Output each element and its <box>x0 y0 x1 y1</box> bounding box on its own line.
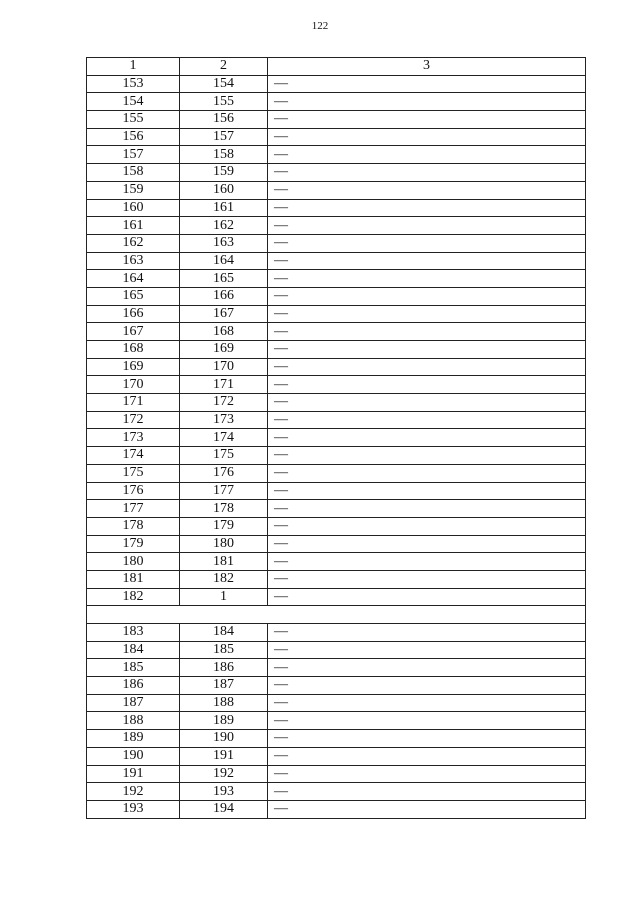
cell-col-3: — <box>268 199 586 217</box>
cell-col-2: 191 <box>180 747 268 765</box>
cell-col-1: 182 <box>87 588 180 606</box>
table-row <box>87 305 586 323</box>
cell-col-2: 166 <box>180 287 268 305</box>
cell-col-2: 164 <box>180 252 268 270</box>
cell-col-2: 154 <box>180 75 268 93</box>
table-header-row <box>87 58 586 76</box>
table-row <box>87 588 586 606</box>
table-row <box>87 730 586 748</box>
page-number: 122 <box>311 20 329 32</box>
cell-col-1: 175 <box>87 464 180 482</box>
cell-col-2: 190 <box>180 730 268 748</box>
table-row <box>87 677 586 695</box>
cell-col-2: 181 <box>180 553 268 571</box>
cell-col-3: — <box>268 694 586 712</box>
cell-col-1: 156 <box>87 128 180 146</box>
cell-col-3: — <box>268 447 586 465</box>
cell-col-2: 172 <box>180 394 268 412</box>
table-row <box>87 659 586 677</box>
cell-col-2: 187 <box>180 677 268 695</box>
table-row <box>87 394 586 412</box>
cell-col-3: — <box>268 747 586 765</box>
cell-col-3: — <box>268 659 586 677</box>
cell-col-2: 177 <box>180 482 268 500</box>
cell-col-1: 169 <box>87 358 180 376</box>
table-row <box>87 323 586 341</box>
cell-col-1: 171 <box>87 394 180 412</box>
cell-col-1: 165 <box>87 287 180 305</box>
column-header-3: 3 <box>268 58 586 76</box>
cell-col-2: 178 <box>180 500 268 518</box>
table-row <box>87 111 586 129</box>
cell-col-1: 163 <box>87 252 180 270</box>
table-row <box>87 641 586 659</box>
cell-col-2: 159 <box>180 164 268 182</box>
cell-col-2: 193 <box>180 783 268 801</box>
cell-col-1: 192 <box>87 783 180 801</box>
table-row <box>87 358 586 376</box>
column-header-2: 2 <box>180 58 268 76</box>
table-row <box>87 93 586 111</box>
table-row <box>87 464 586 482</box>
table-row <box>87 624 586 642</box>
table-row <box>87 75 586 93</box>
cell-col-1: 166 <box>87 305 180 323</box>
cell-col-2: 160 <box>180 181 268 199</box>
cell-col-1: 159 <box>87 181 180 199</box>
cell-col-1: 191 <box>87 765 180 783</box>
data-table <box>86 57 586 819</box>
cell-col-2: 163 <box>180 234 268 252</box>
cell-col-1: 177 <box>87 500 180 518</box>
cell-col-3: — <box>268 730 586 748</box>
table-row <box>87 341 586 359</box>
cell-col-3: — <box>268 411 586 429</box>
cell-col-1: 164 <box>87 270 180 288</box>
cell-col-3: — <box>268 765 586 783</box>
cell-col-1: 179 <box>87 535 180 553</box>
cell-col-1: 158 <box>87 164 180 182</box>
cell-col-3: — <box>268 181 586 199</box>
cell-col-3: — <box>268 128 586 146</box>
cell-col-3: — <box>268 305 586 323</box>
cell-col-3: — <box>268 429 586 447</box>
cell-col-2: 174 <box>180 429 268 447</box>
cell-col-2: 173 <box>180 411 268 429</box>
table-row <box>87 747 586 765</box>
table-row <box>87 800 586 818</box>
table-row <box>87 234 586 252</box>
cell-col-3: — <box>268 234 586 252</box>
cell-col-2: 169 <box>180 341 268 359</box>
cell-col-1: 174 <box>87 447 180 465</box>
cell-col-1: 176 <box>87 482 180 500</box>
cell-col-3: — <box>268 358 586 376</box>
cell-col-2: 184 <box>180 624 268 642</box>
table-row <box>87 146 586 164</box>
cell-col-2: 179 <box>180 517 268 535</box>
table-body <box>87 75 586 818</box>
table-row <box>87 500 586 518</box>
cell-col-3: — <box>268 712 586 730</box>
cell-col-1: 157 <box>87 146 180 164</box>
cell-col-3: — <box>268 553 586 571</box>
table-row <box>87 411 586 429</box>
table-row <box>87 376 586 394</box>
cell-col-2: 167 <box>180 305 268 323</box>
table-row <box>87 517 586 535</box>
cell-col-1: 186 <box>87 677 180 695</box>
cell-col-2: 170 <box>180 358 268 376</box>
cell-col-1: 168 <box>87 341 180 359</box>
cell-col-1: 154 <box>87 93 180 111</box>
cell-col-1: 153 <box>87 75 180 93</box>
cell-col-2: 185 <box>180 641 268 659</box>
cell-col-2: 189 <box>180 712 268 730</box>
cell-col-3: — <box>268 535 586 553</box>
cell-col-2: 182 <box>180 570 268 588</box>
cell-col-3: — <box>268 800 586 818</box>
cell-col-3: — <box>268 500 586 518</box>
cell-col-1: 178 <box>87 517 180 535</box>
table-row <box>87 765 586 783</box>
cell-col-3: — <box>268 287 586 305</box>
cell-col-3: — <box>268 111 586 129</box>
table-row <box>87 694 586 712</box>
cell-col-1: 183 <box>87 624 180 642</box>
table-row <box>87 429 586 447</box>
separator-cell <box>87 606 586 624</box>
cell-col-3: — <box>268 270 586 288</box>
cell-col-3: — <box>268 376 586 394</box>
cell-col-2: 155 <box>180 93 268 111</box>
cell-col-2: 157 <box>180 128 268 146</box>
cell-col-2: 188 <box>180 694 268 712</box>
table-separator-row <box>87 606 586 624</box>
cell-col-2: 171 <box>180 376 268 394</box>
cell-col-2: 161 <box>180 199 268 217</box>
cell-col-1: 188 <box>87 712 180 730</box>
table-row <box>87 287 586 305</box>
cell-col-1: 184 <box>87 641 180 659</box>
cell-col-3: — <box>268 517 586 535</box>
cell-col-1: 181 <box>87 570 180 588</box>
cell-col-3: — <box>268 146 586 164</box>
cell-col-3: — <box>268 624 586 642</box>
table-row <box>87 181 586 199</box>
cell-col-2: 192 <box>180 765 268 783</box>
data-table-container <box>86 57 585 819</box>
table-row <box>87 128 586 146</box>
table-row <box>87 164 586 182</box>
table-row <box>87 270 586 288</box>
table-row <box>87 447 586 465</box>
cell-col-1: 190 <box>87 747 180 765</box>
cell-col-2: 158 <box>180 146 268 164</box>
cell-col-2: 1 <box>180 588 268 606</box>
cell-col-3: — <box>268 783 586 801</box>
cell-col-1: 187 <box>87 694 180 712</box>
cell-col-1: 189 <box>87 730 180 748</box>
table-row <box>87 535 586 553</box>
cell-col-3: — <box>268 677 586 695</box>
cell-col-1: 161 <box>87 217 180 235</box>
cell-col-3: — <box>268 217 586 235</box>
cell-col-1: 180 <box>87 553 180 571</box>
cell-col-3: — <box>268 341 586 359</box>
cell-col-2: 186 <box>180 659 268 677</box>
cell-col-2: 180 <box>180 535 268 553</box>
cell-col-3: — <box>268 482 586 500</box>
cell-col-1: 170 <box>87 376 180 394</box>
table-row <box>87 199 586 217</box>
cell-col-2: 165 <box>180 270 268 288</box>
cell-col-1: 160 <box>87 199 180 217</box>
cell-col-3: — <box>268 588 586 606</box>
cell-col-1: 155 <box>87 111 180 129</box>
table-row <box>87 252 586 270</box>
table-row <box>87 482 586 500</box>
cell-col-1: 173 <box>87 429 180 447</box>
cell-col-2: 168 <box>180 323 268 341</box>
column-header-1: 1 <box>87 58 180 76</box>
cell-col-1: 185 <box>87 659 180 677</box>
cell-col-3: — <box>268 93 586 111</box>
cell-col-3: — <box>268 394 586 412</box>
table-row <box>87 712 586 730</box>
table-row <box>87 553 586 571</box>
cell-col-2: 176 <box>180 464 268 482</box>
table-row <box>87 783 586 801</box>
cell-col-3: — <box>268 252 586 270</box>
cell-col-2: 162 <box>180 217 268 235</box>
cell-col-2: 175 <box>180 447 268 465</box>
cell-col-3: — <box>268 641 586 659</box>
cell-col-2: 156 <box>180 111 268 129</box>
cell-col-1: 172 <box>87 411 180 429</box>
cell-col-3: — <box>268 570 586 588</box>
table-row <box>87 217 586 235</box>
cell-col-3: — <box>268 464 586 482</box>
cell-col-1: 193 <box>87 800 180 818</box>
cell-col-1: 162 <box>87 234 180 252</box>
cell-col-3: — <box>268 75 586 93</box>
cell-col-3: — <box>268 323 586 341</box>
cell-col-3: — <box>268 164 586 182</box>
cell-col-1: 167 <box>87 323 180 341</box>
table-row <box>87 570 586 588</box>
cell-col-2: 194 <box>180 800 268 818</box>
